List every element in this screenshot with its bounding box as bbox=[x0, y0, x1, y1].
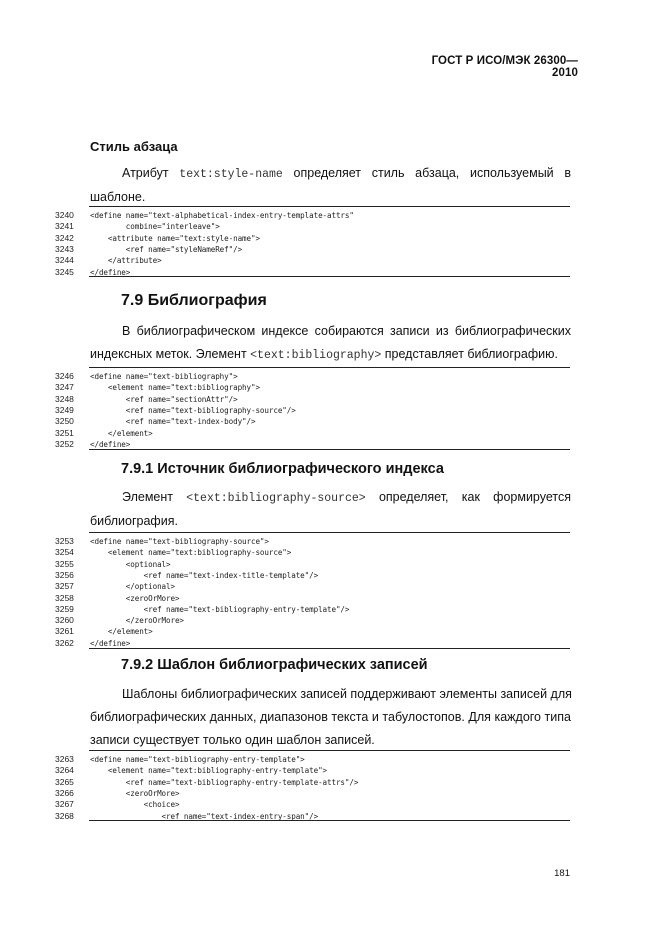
code-text: </element> bbox=[90, 428, 153, 438]
bibliography-source-text bbox=[90, 486, 571, 533]
text-line bbox=[90, 343, 571, 367]
text-line: В библиографическом индексе собираются записи из библиографических bbox=[122, 324, 571, 338]
line-number: 3240 bbox=[55, 210, 74, 220]
code-text: <element name="text:bibliography-source"> bbox=[90, 548, 292, 558]
text-span: представляет библиографию. bbox=[384, 347, 558, 361]
bibliography-text bbox=[90, 320, 571, 367]
code-text: </zeroOrMore> bbox=[90, 616, 184, 626]
text-line: библиография. bbox=[90, 514, 178, 528]
text-line: шаблоне. bbox=[90, 190, 146, 204]
rule-bottom bbox=[89, 276, 570, 277]
code-text: <ref name="sectionAttr"/> bbox=[90, 394, 238, 404]
entry-template-text bbox=[90, 683, 571, 752]
line-number: 3267 bbox=[55, 799, 74, 810]
text-line bbox=[90, 486, 571, 510]
code-text: </define> bbox=[90, 439, 131, 449]
rule-top bbox=[89, 532, 570, 533]
inline-code: <text:bibliography> bbox=[250, 349, 382, 362]
line-number: 3250 bbox=[55, 416, 74, 427]
line-number: 3246 bbox=[55, 371, 74, 381]
code-text: <define name="text-bibliography-entry-template"> bbox=[90, 755, 305, 764]
text-line: библиографических данных, диапазонов текста и табулостопов. Для каждого типа bbox=[90, 710, 571, 724]
line-number: 3259 bbox=[55, 603, 74, 614]
paragraph-style-text bbox=[90, 162, 571, 209]
code-text: <optional> bbox=[90, 559, 171, 569]
line-number: 3245 bbox=[55, 266, 74, 277]
line-number: 3242 bbox=[55, 232, 74, 243]
code-text: </attribute> bbox=[90, 256, 162, 266]
inline-code: text:style-name bbox=[179, 168, 283, 181]
line-number: 3255 bbox=[55, 558, 74, 569]
code-text: <choice> bbox=[90, 800, 180, 810]
code-text: <zeroOrMore> bbox=[90, 593, 180, 603]
line-number: 3243 bbox=[55, 243, 74, 254]
rule-top bbox=[89, 367, 570, 368]
section-heading-bibliography-source: 7.9.1 Источник библиографического индекса bbox=[121, 461, 444, 477]
text-line: записи существует только один шаблон записей. bbox=[90, 733, 375, 747]
inline-code: <text:bibliography-source> bbox=[186, 492, 366, 505]
code-text: <element name="text:bibliography-entry-template"> bbox=[90, 766, 328, 776]
line-number: 3264 bbox=[55, 765, 74, 776]
section-heading-paragraph-style: Стиль абзаца bbox=[90, 139, 178, 154]
line-number: 3248 bbox=[55, 393, 74, 404]
code-text: <ref name="text-index-entry-span"/> bbox=[90, 811, 319, 821]
line-number: 3252 bbox=[55, 438, 74, 449]
line-number: 3265 bbox=[55, 776, 74, 787]
text-line: Шаблоны библиографических записей поддерживают элементы записей для bbox=[122, 687, 572, 701]
line-number: 3249 bbox=[55, 404, 74, 415]
code-text: </element> bbox=[90, 627, 153, 637]
code-text: <define name="text-bibliography"> bbox=[90, 372, 238, 381]
code-text: </define> bbox=[90, 638, 131, 648]
line-number: 3266 bbox=[55, 787, 74, 798]
line-number: 3254 bbox=[55, 547, 74, 558]
code-text: combine="interleave"> bbox=[90, 222, 220, 232]
rule-top bbox=[89, 750, 570, 751]
code-text: <ref name="text-bibliography-entry-template"/> bbox=[90, 604, 350, 614]
text-span: определяет стиль абзаца, используемый в bbox=[293, 166, 571, 180]
line-number: 3251 bbox=[55, 427, 74, 438]
line-number: 3262 bbox=[55, 637, 74, 648]
line-number: 3260 bbox=[55, 615, 74, 626]
code-text: </define> bbox=[90, 267, 131, 277]
line-number: 3244 bbox=[55, 255, 74, 266]
document-header: ГОСТ Р ИСО/МЭК 26300—2010 bbox=[431, 55, 578, 79]
rule-bottom bbox=[89, 820, 570, 821]
line-number: 3256 bbox=[55, 569, 74, 580]
code-text: <ref name="text-bibliography-entry-template-attrs"/> bbox=[90, 777, 359, 787]
section-heading-entry-template: 7.9.2 Шаблон библиографических записей bbox=[121, 657, 428, 673]
line-number: 3258 bbox=[55, 592, 74, 603]
line-number: 3257 bbox=[55, 581, 74, 592]
rule-top bbox=[89, 206, 570, 207]
rule-bottom bbox=[89, 449, 570, 450]
section-heading-bibliography: 7.9 Библиография bbox=[121, 292, 267, 309]
page-number: 181 bbox=[554, 868, 570, 879]
line-number: 3263 bbox=[55, 754, 74, 764]
code-text: <ref name="text-index-title-template"/> bbox=[90, 570, 319, 580]
code-text: <attribute name="text:style-name"> bbox=[90, 233, 260, 243]
code-text: <element name="text:bibliography"> bbox=[90, 383, 260, 393]
line-number: 3247 bbox=[55, 382, 74, 393]
code-text: <define name="text-alphabetical-index-entry-template-attrs" bbox=[90, 211, 354, 220]
code-text: <define name="text-bibliography-source"> bbox=[90, 537, 269, 546]
line-number: 3268 bbox=[55, 810, 74, 821]
code-text: <zeroOrMore> bbox=[90, 788, 180, 798]
rule-bottom bbox=[89, 648, 570, 649]
line-number: 3261 bbox=[55, 626, 74, 637]
line-number: 3253 bbox=[55, 536, 74, 546]
text-span: определяет, как формируется bbox=[378, 490, 571, 504]
line-number: 3241 bbox=[55, 221, 74, 232]
code-text: <ref name="text-index-body"/> bbox=[90, 417, 256, 427]
text-line bbox=[90, 162, 571, 186]
text-span: Элемент bbox=[122, 490, 173, 504]
text-span: индексных меток. Элемент bbox=[90, 347, 247, 361]
code-text: <ref name="text-bibliography-source"/> bbox=[90, 405, 296, 415]
code-text: <ref name="styleNameRef"/> bbox=[90, 244, 243, 254]
text-span: Атрибут bbox=[122, 166, 169, 180]
code-text: </optional> bbox=[90, 582, 175, 592]
